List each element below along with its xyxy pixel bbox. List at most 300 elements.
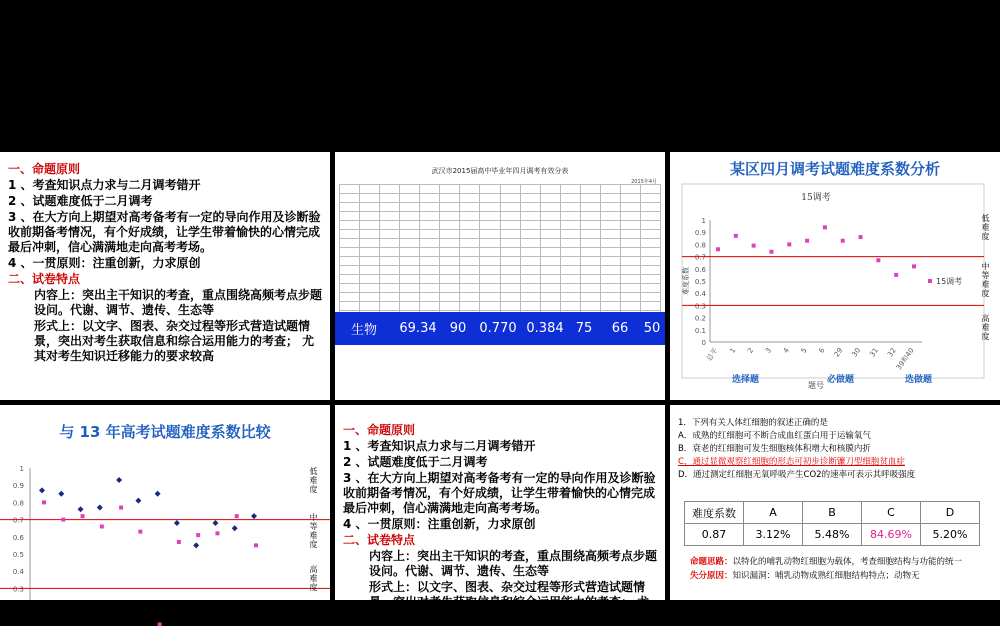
table-cell <box>340 275 360 284</box>
table-cell <box>340 185 360 194</box>
table-cell <box>460 203 480 212</box>
table-cell <box>540 239 560 248</box>
slide-comparison-chart[interactable] <box>0 405 330 600</box>
data-point-2015 <box>177 540 181 544</box>
data-point-2015 <box>235 514 239 518</box>
table-cell <box>500 257 520 266</box>
table-cell <box>380 266 400 275</box>
principles-text <box>8 162 326 365</box>
data-point-2015 <box>215 531 219 535</box>
table-cell <box>380 221 400 230</box>
table-cell <box>480 248 500 257</box>
table-cell <box>340 293 360 302</box>
table-cell <box>500 230 520 239</box>
table-cell <box>500 266 520 275</box>
table-cell <box>480 203 500 212</box>
y-tick-label: 0.4 <box>694 290 706 299</box>
table-cell <box>340 239 360 248</box>
table-cell <box>480 302 500 311</box>
diff-value: 5.20% <box>921 524 980 546</box>
data-point-2013 <box>39 487 45 493</box>
table-cell <box>580 203 600 212</box>
feature-form: 形式上：以文字、图表、杂交过程等形式营造试题情景，突出对考生获取信息和综合运用能力的考查； 尤其对考生知识迁移能力的要求较高 <box>34 319 315 363</box>
y-tick-label: 0.4 <box>12 568 24 577</box>
table-cell <box>360 203 380 212</box>
table-cell <box>420 203 440 212</box>
table-cell <box>480 293 500 302</box>
slide-question[interactable] <box>670 405 1000 600</box>
table-cell <box>500 221 520 230</box>
table-cell <box>560 194 580 203</box>
legend-label: 15调考 <box>936 277 963 286</box>
table-cell <box>580 275 600 284</box>
table-cell <box>360 302 380 311</box>
data-point-2015 <box>138 530 142 534</box>
table-cell <box>440 221 460 230</box>
principles-heading: 一、命题原则 <box>343 423 416 437</box>
table-cell <box>480 275 500 284</box>
table-cell <box>400 257 420 266</box>
table-row <box>340 239 661 248</box>
table-cell <box>520 248 540 257</box>
highlight-cell: 50 <box>643 321 661 336</box>
highlight-cell: 0.770 <box>479 321 517 336</box>
table-cell <box>500 284 520 293</box>
table-cell <box>640 266 660 275</box>
table-cell <box>500 194 520 203</box>
table-cell <box>520 212 540 221</box>
slide-title: 某区四月调考试题难度系数分析 <box>729 160 940 178</box>
principle-item: 3 、在大方向上期望对高考备考有一定的导向作用及诊断验收前期备考情况，有个好成绩，让学生带着愉快的心情完成最后冲刺，信心满满地走向高考考场。 <box>8 210 321 254</box>
feature-form: 形式上：以文字、图表、杂交过程等形式营造试题情景，突出对考生获取信息和综合运用能力的考查； 尤其对考生知识迁移能力的要求较高 <box>369 580 650 624</box>
table-cell <box>580 257 600 266</box>
table-row <box>340 203 661 212</box>
table-cell <box>620 212 640 221</box>
table-cell <box>540 275 560 284</box>
table-cell <box>420 266 440 275</box>
table-row <box>340 284 661 293</box>
chart-title: 15调考 <box>801 193 831 203</box>
diff-value: 3.12% <box>744 524 803 546</box>
table-cell <box>540 221 560 230</box>
table-cell <box>360 284 380 293</box>
y-tick-label: 1 <box>701 217 706 225</box>
table-row <box>340 212 661 221</box>
x-tick-label: 2 <box>746 346 756 355</box>
table-cell <box>440 284 460 293</box>
table-cell <box>400 239 420 248</box>
biology-highlight-row <box>335 312 665 345</box>
table-cell <box>520 230 540 239</box>
x-tick-label: 30 <box>850 346 863 359</box>
diff-header: D <box>921 502 980 524</box>
slide-difficulty-chart[interactable] <box>670 152 1000 400</box>
data-point-2013 <box>58 491 64 497</box>
table-cell <box>400 194 420 203</box>
table-cell <box>360 293 380 302</box>
data-point-2015 <box>196 533 200 537</box>
table-cell <box>540 248 560 257</box>
table-cell <box>360 248 380 257</box>
data-point-2013 <box>251 513 257 519</box>
table-cell <box>560 257 580 266</box>
y-tick-label: 0.3 <box>12 585 24 594</box>
table-cell <box>400 221 420 230</box>
table-cell <box>640 230 660 239</box>
table-cell <box>580 212 600 221</box>
table-cell <box>360 212 380 221</box>
y-axis-label: 难度系数 <box>682 267 690 295</box>
table-cell <box>460 185 480 194</box>
table-cell <box>460 194 480 203</box>
table-cell <box>600 257 620 266</box>
principle-item: 4 、一贯原则：注重创新，力求原创 <box>343 517 536 531</box>
table-cell <box>460 212 480 221</box>
diff-value: 84.69% <box>862 524 921 546</box>
group-label-required: 必做题 <box>827 375 855 385</box>
table-cell <box>380 302 400 311</box>
data-point-2015 <box>61 518 65 522</box>
difficulty-chart <box>670 152 1000 400</box>
y-tick-label: 0.1 <box>694 326 706 335</box>
table-cell <box>400 203 420 212</box>
x-tick-label: 4 <box>781 346 791 355</box>
diff-header: B <box>803 502 862 524</box>
table-cell <box>360 221 380 230</box>
table-cell <box>380 248 400 257</box>
table-cell <box>400 248 420 257</box>
table-cell <box>540 185 560 194</box>
y-tick-label: 0.7 <box>12 516 24 525</box>
table-cell <box>420 221 440 230</box>
table-row <box>340 194 661 203</box>
table-cell <box>640 302 660 311</box>
table-cell <box>620 221 640 230</box>
table-cell <box>400 185 420 194</box>
table-cell <box>500 302 520 311</box>
y-tick-label: 0.3 <box>694 302 706 311</box>
y-tick-label: 0.6 <box>694 265 706 274</box>
table-cell <box>440 257 460 266</box>
table-cell <box>380 284 400 293</box>
table-cell <box>360 275 380 284</box>
table-cell <box>640 275 660 284</box>
y-tick-label: 0.2 <box>694 314 706 323</box>
table-cell <box>340 221 360 230</box>
data-point-2013 <box>155 491 161 497</box>
table-cell <box>460 284 480 293</box>
difficulty-table <box>684 501 980 546</box>
table-cell <box>540 266 560 275</box>
highlight-cell: 75 <box>575 321 593 336</box>
table-cell <box>560 293 580 302</box>
data-point <box>752 244 756 248</box>
principle-item: 4 、一贯原则：注重创新，力求原创 <box>8 256 201 270</box>
slide-score-table[interactable] <box>335 152 665 400</box>
question-stem: 1．下列有关人体红细胞的叙述正确的是 <box>678 418 828 428</box>
table-cell <box>480 230 500 239</box>
x-tick-label: 39和40 <box>894 346 916 372</box>
band-label-mid: 中等难度 <box>981 262 990 298</box>
table-row <box>340 230 661 239</box>
table-cell <box>520 257 540 266</box>
idea-text: 以特化的哺乳动物红细胞为载体，考查细胞结构与功能的统一 <box>732 557 963 567</box>
table-cell <box>540 230 560 239</box>
table-cell <box>460 221 480 230</box>
table-cell <box>380 203 400 212</box>
table-cell <box>560 230 580 239</box>
table-cell <box>600 194 620 203</box>
table-cell <box>640 248 660 257</box>
principle-item: 2 、试题难度低于二月调考 <box>343 455 488 469</box>
table-cell <box>600 203 620 212</box>
table-cell <box>440 194 460 203</box>
table-cell <box>380 185 400 194</box>
table-cell <box>340 302 360 311</box>
table-cell <box>520 284 540 293</box>
table-cell <box>380 275 400 284</box>
table-title: 武汉市2015届高中毕业年四月调考有效分表 <box>431 167 569 175</box>
features-heading: 二、试卷特点 <box>343 533 416 547</box>
table-cell <box>340 284 360 293</box>
principle-item: 2 、试题难度低于二月调考 <box>8 194 153 208</box>
x-tick-label: 1 <box>728 346 738 355</box>
table-cell <box>640 185 660 194</box>
table-cell <box>640 257 660 266</box>
table-cell <box>340 212 360 221</box>
table-cell <box>640 293 660 302</box>
table-cell <box>460 275 480 284</box>
data-point <box>876 258 880 262</box>
table-cell <box>520 302 540 311</box>
table-cell <box>600 212 620 221</box>
table-cell <box>420 185 440 194</box>
table-cell <box>560 239 580 248</box>
band-label-high: 高难度 <box>309 565 318 592</box>
table-cell <box>600 185 620 194</box>
data-point-2015 <box>42 500 46 504</box>
data-point-2015 <box>81 514 85 518</box>
data-point-2015 <box>158 623 162 626</box>
table-cell <box>420 293 440 302</box>
band-label-low: 低难度 <box>309 467 318 494</box>
table-cell <box>460 257 480 266</box>
table-cell <box>580 185 600 194</box>
table-cell <box>420 284 440 293</box>
data-point-2013 <box>135 498 141 504</box>
data-point <box>912 264 916 268</box>
table-cell <box>340 203 360 212</box>
table-cell <box>480 185 500 194</box>
data-point-2015 <box>119 506 123 510</box>
data-point <box>787 242 791 246</box>
table-cell <box>580 266 600 275</box>
data-point <box>894 273 898 277</box>
band-label-low: 低难度 <box>981 214 990 241</box>
table-cell <box>440 212 460 221</box>
table-cell <box>520 239 540 248</box>
table-cell <box>400 266 420 275</box>
table-cell <box>500 212 520 221</box>
option-a: A．成熟的红细胞可不断合成血红蛋白用于运输氧气 <box>678 431 871 441</box>
table-cell <box>500 293 520 302</box>
highlight-cell: 90 <box>449 321 467 336</box>
table-cell <box>400 302 420 311</box>
table-cell <box>540 203 560 212</box>
table-cell <box>600 284 620 293</box>
table-cell <box>420 302 440 311</box>
table-cell <box>580 248 600 257</box>
feature-content: 内容上：突出主干知识的考查，重点围绕高频考点步题设问。代谢、调节、遗传、生态等 <box>369 549 658 578</box>
table-cell <box>520 185 540 194</box>
table-cell <box>620 203 640 212</box>
table-cell <box>360 185 380 194</box>
legend-marker <box>928 279 932 283</box>
table-cell <box>560 212 580 221</box>
table-cell <box>520 275 540 284</box>
table-cell <box>520 194 540 203</box>
table-cell <box>600 239 620 248</box>
table-date: 2015年4月 <box>631 179 657 185</box>
table-cell <box>480 284 500 293</box>
table-cell <box>400 230 420 239</box>
data-point-2013 <box>193 542 199 548</box>
table-cell <box>640 284 660 293</box>
table-cell <box>480 221 500 230</box>
comparison-chart <box>0 405 330 600</box>
table-cell <box>540 293 560 302</box>
table-cell <box>620 257 640 266</box>
diff-header: A <box>744 502 803 524</box>
table-cell <box>640 239 660 248</box>
table-cell <box>580 194 600 203</box>
diff-value: 5.48% <box>803 524 862 546</box>
slide-principles[interactable] <box>0 152 330 400</box>
table-cell <box>460 248 480 257</box>
x-tick-label: 3 <box>763 346 774 355</box>
table-cell <box>420 212 440 221</box>
option-d: D．通过测定红细胞无氧呼吸产生CO2的速率可表示其呼吸强度 <box>678 470 916 480</box>
y-tick-label: 0 <box>701 339 706 347</box>
data-point-2013 <box>97 505 103 511</box>
table-cell <box>440 239 460 248</box>
table-cell <box>540 302 560 311</box>
group-label-optional: 选做题 <box>905 375 933 385</box>
y-tick-label: 0.5 <box>12 551 24 559</box>
table-cell <box>520 203 540 212</box>
table-cell <box>420 248 440 257</box>
y-tick-label: 0.5 <box>694 278 706 286</box>
table-cell <box>540 284 560 293</box>
principle-item: 1 、考查知识点力求与二月调考错开 <box>343 439 536 453</box>
data-point <box>769 250 773 254</box>
principle-item: 1 、考查知识点力求与二月调考错开 <box>8 178 201 192</box>
table-cell <box>360 239 380 248</box>
y-tick-label: 0.9 <box>12 482 24 491</box>
table-row <box>340 257 661 266</box>
slide-principles-copy[interactable] <box>335 405 665 624</box>
data-point-2013 <box>174 520 180 526</box>
table-cell <box>480 194 500 203</box>
y-tick-label: 0.6 <box>12 533 24 542</box>
table-cell <box>460 230 480 239</box>
table-cell <box>620 194 640 203</box>
table-cell <box>360 266 380 275</box>
table-cell <box>520 221 540 230</box>
data-point-2013 <box>116 477 122 483</box>
table-row <box>340 293 661 302</box>
table-row <box>340 266 661 275</box>
x-tick-label: 29 <box>832 346 845 359</box>
highlight-cell: 0.384 <box>526 321 564 336</box>
option-b: B．衰老的红细胞可发生细胞核体积增大和核膜内折 <box>678 444 871 454</box>
y-tick-label: 0.8 <box>12 499 24 508</box>
table-cell <box>620 239 640 248</box>
table-cell <box>620 275 640 284</box>
table-cell <box>580 221 600 230</box>
x-tick-label: 31 <box>868 346 881 359</box>
table-cell <box>340 230 360 239</box>
table-cell <box>640 203 660 212</box>
table-cell <box>620 185 640 194</box>
table-cell <box>520 266 540 275</box>
table-cell <box>560 221 580 230</box>
data-point-2015 <box>100 524 104 528</box>
table-cell <box>440 275 460 284</box>
table-cell <box>600 266 620 275</box>
feature-content: 内容上：突出主干知识的考查，重点围绕高频考点步题设问。代谢、调节、遗传、生态等 <box>34 288 323 317</box>
table-cell <box>560 185 580 194</box>
x-tick-label: 32 <box>886 346 898 359</box>
diff-header: 难度系数 <box>685 502 744 524</box>
table-cell <box>400 293 420 302</box>
table-cell <box>440 203 460 212</box>
x-tick-label: 5 <box>799 346 809 355</box>
table-cell <box>600 248 620 257</box>
table-cell <box>540 194 560 203</box>
table-cell <box>460 302 480 311</box>
group-label-choice: 选择题 <box>732 375 760 385</box>
highlight-cell: 66 <box>611 321 629 336</box>
x-tick-label: 6 <box>817 346 827 355</box>
data-point-2013 <box>78 506 84 512</box>
table-cell <box>380 257 400 266</box>
table-cell <box>620 293 640 302</box>
table-cell <box>380 194 400 203</box>
question-block <box>678 417 994 482</box>
table-cell <box>420 239 440 248</box>
table-cell <box>400 212 420 221</box>
table-cell <box>640 194 660 203</box>
table-cell <box>640 221 660 230</box>
table-cell <box>500 203 520 212</box>
table-cell <box>440 248 460 257</box>
principles-heading: 一、命题原则 <box>8 162 81 176</box>
table-cell <box>560 248 580 257</box>
table-cell <box>440 293 460 302</box>
data-point <box>716 247 720 251</box>
table-cell <box>500 275 520 284</box>
table-cell <box>600 275 620 284</box>
diff-value: 0.87 <box>685 524 744 546</box>
fail-tag: 失分原因： <box>690 571 733 581</box>
table-cell <box>380 230 400 239</box>
data-point <box>805 239 809 243</box>
idea-tag: 命题思路： <box>690 557 733 567</box>
table-cell <box>560 203 580 212</box>
table-cell <box>380 212 400 221</box>
y-tick-label: 0.7 <box>694 253 706 262</box>
